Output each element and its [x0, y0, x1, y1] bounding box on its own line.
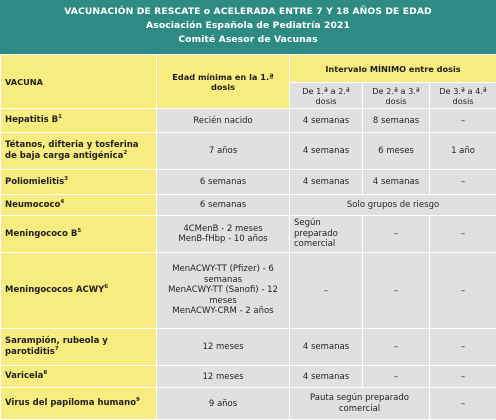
- min-age-line: 4CMenB - 2 meses: [161, 224, 285, 235]
- min-age-cell: Recién nacido: [157, 109, 290, 133]
- table-row: [1, 109, 496, 133]
- interval-2-cell: –: [363, 366, 430, 388]
- min-age-line: MenACWY-TT (Sanofi) - 12 meses: [161, 285, 285, 306]
- committee-line: Comité Asesor de Vacunas: [0, 33, 496, 47]
- min-age-cell: [157, 253, 290, 329]
- vaccine-name: Sarampión, rubeola y parotiditis$^7$: [1, 329, 157, 366]
- interval-2-cell: –: [363, 216, 430, 253]
- col-header-d2: De 2.ª a 3.ª dosis: [363, 83, 430, 109]
- table-row: [1, 253, 496, 329]
- risk-groups-cell: Solo grupos de riesgo: [290, 195, 496, 216]
- min-age-cell: 9 años: [157, 388, 290, 420]
- min-age-cell: 7 años: [157, 133, 290, 170]
- col-header-d1: De 1.ª a 2.ª dosis: [290, 83, 363, 109]
- interval-2-cell: 6 meses: [363, 133, 430, 170]
- table-row: [1, 329, 496, 366]
- interval-2-cell: –: [363, 253, 430, 329]
- col-header-d3: De 3.ª a 4.ª dosis: [430, 83, 496, 109]
- table-row: [1, 388, 496, 420]
- interval-3-cell: –: [430, 170, 496, 195]
- interval-3-cell: 1 año: [430, 133, 496, 170]
- interval-1-cell: 4 semanas: [290, 329, 363, 366]
- table-row: [1, 170, 496, 195]
- interval-3-cell: –: [430, 329, 496, 366]
- vaccine-name: Neumococo$^4$: [1, 195, 157, 216]
- interval-1-cell: 4 semanas: [290, 109, 363, 133]
- vaccine-name: Meningococos ACWY$^6$: [1, 253, 157, 329]
- interval-1-cell: –: [290, 253, 363, 329]
- col-header-vacuna: VACUNA: [1, 55, 157, 109]
- min-age-cell: [157, 216, 290, 253]
- title-line: VACUNACIÓN DE RESCATE o ACELERADA ENTRE 7 Y 18 AÑOS DE EDAD: [0, 5, 496, 19]
- col-header-edad-minima: Edad mínima en la 1.ª dosis: [157, 55, 290, 109]
- title-banner: [0, 0, 496, 54]
- table-row: [1, 133, 496, 170]
- subtitle-line: Asociación Española de Pediatría 2021: [0, 19, 496, 33]
- min-age-cell: 12 meses: [157, 329, 290, 366]
- interval-3-cell: –: [430, 253, 496, 329]
- vaccine-name: Hepatitis $B^1$: [1, 109, 157, 133]
- table-row: [1, 366, 496, 388]
- min-age-cell: 6 semanas: [157, 170, 290, 195]
- interval-1-cell: 4 semanas: [290, 366, 363, 388]
- table-row: [1, 216, 496, 253]
- col-header-intervalo: Intervalo MÍNIMO entre dosis: [290, 55, 496, 83]
- interval-3-cell: –: [430, 216, 496, 253]
- interval-1-cell: Según preparado comercial: [290, 216, 363, 253]
- vaccine-name: Meningococo $B^5$: [1, 216, 157, 253]
- vaccine-name: Tétanos, difteria y tosferina de baja carga antigénica$^2$: [1, 133, 157, 170]
- min-age-line: MenACWY-TT (Pfizer) - 6 semanas: [161, 264, 285, 285]
- interval-3-cell: –: [430, 366, 496, 388]
- min-age-cell: 6 semanas: [157, 195, 290, 216]
- min-age-line: MenACWY-CRM - 2 años: [161, 306, 285, 317]
- vaccine-name: Poliomielitis$^3$: [1, 170, 157, 195]
- interval-1-cell: 4 semanas: [290, 170, 363, 195]
- vaccine-name: Virus del papiloma humano$^9$: [1, 388, 157, 420]
- interval-1-cell: 4 semanas: [290, 133, 363, 170]
- interval-2-cell: 8 semanas: [363, 109, 430, 133]
- schedule-cell: Pauta según preparado comercial: [290, 388, 430, 420]
- vaccine-name: Varicela$^8$: [1, 366, 157, 388]
- interval-3-cell: –: [430, 109, 496, 133]
- table-row: [1, 195, 496, 216]
- interval-3-cell: –: [430, 388, 496, 420]
- vaccination-table: [0, 54, 496, 420]
- min-age-cell: 12 meses: [157, 366, 290, 388]
- interval-2-cell: 4 semanas: [363, 170, 430, 195]
- interval-2-cell: –: [363, 329, 430, 366]
- min-age-line: MenB-fHbp - 10 años: [161, 234, 285, 245]
